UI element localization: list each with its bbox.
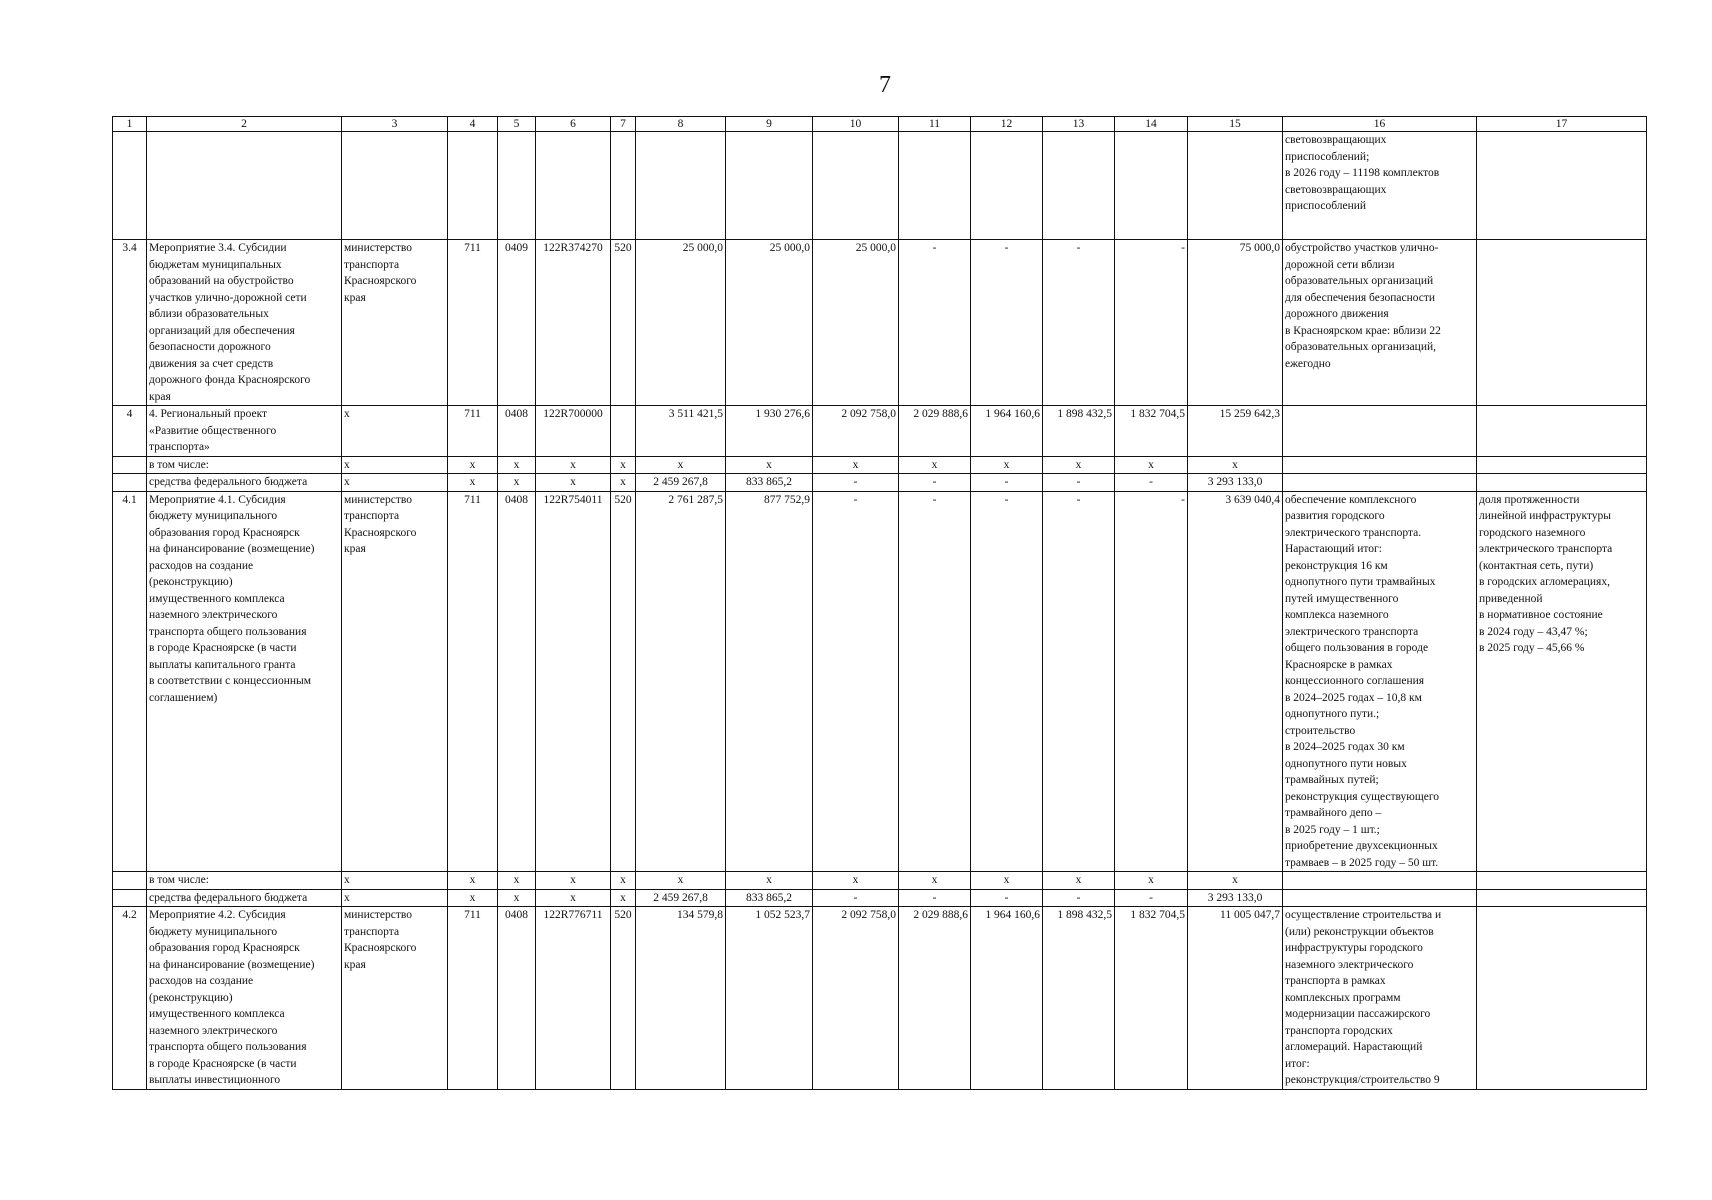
cell: x bbox=[498, 456, 536, 474]
cell-result: световозвращающих приспособлений; в 2026 году – 11198 комплектов световозвращающих приспособлений bbox=[1283, 132, 1477, 240]
cell-result: осуществление строительства и (или) реконструкции объектов инфраструктуры городского наземного электрического транспорта в рамках комплексных программ модернизации пассажирского транспорта городских агломераций. Нарастающий итог: реконструкция/строительство 9 bbox=[1283, 907, 1477, 1090]
cell: x bbox=[611, 889, 636, 907]
col-header: 3 bbox=[342, 117, 448, 132]
cell-grbs: 711 bbox=[448, 491, 498, 872]
cell-amount: 1 964 160,6 bbox=[971, 907, 1043, 1090]
cell bbox=[1283, 406, 1477, 457]
cell-rzpr: 0408 bbox=[498, 907, 536, 1090]
cell: x bbox=[498, 889, 536, 907]
cell-measure-name: средства федерального бюджета bbox=[147, 474, 342, 492]
cell-grbs: 711 bbox=[448, 240, 498, 406]
table-row-4-federal bbox=[113, 474, 1647, 492]
cell-amount: 3 511 421,5 bbox=[636, 406, 726, 457]
cell: x bbox=[726, 872, 813, 890]
col-header: 4 bbox=[448, 117, 498, 132]
cell: x bbox=[1043, 456, 1115, 474]
cell bbox=[536, 132, 611, 240]
cell: x bbox=[971, 456, 1043, 474]
cell-amount: - bbox=[1043, 474, 1115, 492]
col-header: 12 bbox=[971, 117, 1043, 132]
col-header: 11 bbox=[899, 117, 971, 132]
cell-amount: - bbox=[971, 240, 1043, 406]
cell bbox=[1283, 456, 1477, 474]
cell-amount: 1 832 704,5 bbox=[1115, 406, 1188, 457]
cell-amount: 25 000,0 bbox=[636, 240, 726, 406]
cell-executor: x bbox=[342, 406, 448, 457]
cell-measure-name: в том числе: bbox=[147, 872, 342, 890]
cell: x bbox=[611, 474, 636, 492]
cell: x bbox=[611, 456, 636, 474]
cell: x bbox=[813, 456, 899, 474]
cell bbox=[147, 132, 342, 240]
budget-table bbox=[112, 116, 1647, 1090]
cell-amount: - bbox=[1115, 491, 1188, 872]
cell bbox=[1283, 474, 1477, 492]
cell-row-number: 3.4 bbox=[113, 240, 147, 406]
cell-amount: 833 865,2 bbox=[726, 889, 813, 907]
cell-total: 3 639 040,4 bbox=[1188, 491, 1283, 872]
cell-executor: x bbox=[342, 872, 448, 890]
cell: x bbox=[498, 474, 536, 492]
cell bbox=[1477, 872, 1647, 890]
cell-amount: 25 000,0 bbox=[813, 240, 899, 406]
cell-csr: 122R700000 bbox=[536, 406, 611, 457]
cell-executor: министерство транспорта Красноярского края bbox=[342, 491, 448, 872]
cell-amount: 2 029 888,6 bbox=[899, 907, 971, 1090]
cell-grbs: 711 bbox=[448, 907, 498, 1090]
cell-vr bbox=[611, 406, 636, 457]
column-number-row bbox=[113, 117, 1647, 132]
cell-amount: 134 579,8 bbox=[636, 907, 726, 1090]
cell-amount: 833 865,2 bbox=[726, 474, 813, 492]
col-header: 2 bbox=[147, 117, 342, 132]
cell: x bbox=[536, 889, 611, 907]
cell-amount: 2 092 758,0 bbox=[813, 406, 899, 457]
cell-total: 3 293 133,0 bbox=[1188, 889, 1283, 907]
cell-total: 3 293 133,0 bbox=[1188, 474, 1283, 492]
cell-amount: - bbox=[899, 889, 971, 907]
col-header: 17 bbox=[1477, 117, 1647, 132]
cell-rzpr: 0408 bbox=[498, 406, 536, 457]
cell-result: обустройство участков улично- дорожной сети вблизи образовательных организаций для обеспечения безопасности дорожного движения в Красноярском крае: вблизи 22 образовательных организаций, ежегодно bbox=[1283, 240, 1477, 406]
cell-measure-name: Мероприятие 3.4. Субсидии бюджетам муниципальных образований на обустройство участков улично-дорожной сети вблизи образовательных организаций для обеспечения безопасности дорожного движения за счет средств дорожного фонда Красноярского края bbox=[147, 240, 342, 406]
cell-executor: x bbox=[342, 456, 448, 474]
cell: x bbox=[899, 456, 971, 474]
cell-amount: 2 092 758,0 bbox=[813, 907, 899, 1090]
cell bbox=[113, 872, 147, 890]
cell: x bbox=[498, 872, 536, 890]
cell-amount: 2 459 267,8 bbox=[636, 474, 726, 492]
cell bbox=[726, 132, 813, 240]
cell bbox=[611, 132, 636, 240]
cell bbox=[342, 132, 448, 240]
cell-amount: - bbox=[1043, 491, 1115, 872]
cell bbox=[636, 132, 726, 240]
cell-executor: x bbox=[342, 474, 448, 492]
col-header: 16 bbox=[1283, 117, 1477, 132]
cell bbox=[1477, 406, 1647, 457]
cell bbox=[1283, 889, 1477, 907]
cell: x bbox=[448, 474, 498, 492]
cell-total: 15 259 642,3 bbox=[1188, 406, 1283, 457]
cell-row-number: 4.2 bbox=[113, 907, 147, 1090]
cell: x bbox=[971, 872, 1043, 890]
cell: x bbox=[1188, 872, 1283, 890]
col-header: 8 bbox=[636, 117, 726, 132]
cell: x bbox=[899, 872, 971, 890]
cell bbox=[113, 132, 147, 240]
cell-rzpr: 0409 bbox=[498, 240, 536, 406]
cell-amount: - bbox=[971, 889, 1043, 907]
cell-amount: - bbox=[813, 491, 899, 872]
cell-executor: министерство транспорта Красноярского края bbox=[342, 240, 448, 406]
cell: x bbox=[813, 872, 899, 890]
cell bbox=[1477, 907, 1647, 1090]
cell-amount: - bbox=[899, 474, 971, 492]
cell bbox=[813, 132, 899, 240]
table-row-4-1 bbox=[113, 491, 1647, 872]
cell: x bbox=[1115, 872, 1188, 890]
cell-rzpr: 0408 bbox=[498, 491, 536, 872]
cell-amount: - bbox=[1043, 240, 1115, 406]
col-header: 15 bbox=[1188, 117, 1283, 132]
cell-vr: 520 bbox=[611, 491, 636, 872]
cell bbox=[1283, 872, 1477, 890]
table-row-4-1-including bbox=[113, 872, 1647, 890]
cell: x bbox=[1188, 456, 1283, 474]
cell: x bbox=[636, 456, 726, 474]
cell bbox=[113, 456, 147, 474]
col-header: 14 bbox=[1115, 117, 1188, 132]
col-header: 6 bbox=[536, 117, 611, 132]
cell: x bbox=[448, 456, 498, 474]
cell-amount: - bbox=[899, 491, 971, 872]
col-header: 13 bbox=[1043, 117, 1115, 132]
cell-grbs: 711 bbox=[448, 406, 498, 457]
col-header: 9 bbox=[726, 117, 813, 132]
cell-amount: - bbox=[1115, 474, 1188, 492]
cell-amount: 1 898 432,5 bbox=[1043, 406, 1115, 457]
cell: x bbox=[726, 456, 813, 474]
cell-row-number: 4 bbox=[113, 406, 147, 457]
cell-measure-name: средства федерального бюджета bbox=[147, 889, 342, 907]
cell bbox=[899, 132, 971, 240]
cell-amount: - bbox=[1115, 240, 1188, 406]
cell bbox=[113, 474, 147, 492]
cell: x bbox=[611, 872, 636, 890]
col-header: 7 bbox=[611, 117, 636, 132]
cell-amount: 1 832 704,5 bbox=[1115, 907, 1188, 1090]
cell bbox=[971, 132, 1043, 240]
cell-amount: - bbox=[971, 474, 1043, 492]
cell-measure-name: в том числе: bbox=[147, 456, 342, 474]
cell-amount: 1 898 432,5 bbox=[1043, 907, 1115, 1090]
cell-csr: 122R754011 bbox=[536, 491, 611, 872]
cell-csr: 122R374270 bbox=[536, 240, 611, 406]
cell-measure-name: Мероприятие 4.2. Субсидия бюджету муниципального образования город Красноярск на финансирование (возмещение) расходов на создание (реконструкцию) имущественного комплекса наземного электрического транспорта общего пользования в городе Красноярске (в части выплаты инвестиционного bbox=[147, 907, 342, 1090]
cell: x bbox=[536, 872, 611, 890]
cell-measure-name: Мероприятие 4.1. Субсидия бюджету муниципального образования город Красноярск на финансирование (возмещение) расходов на создание (реконструкцию) имущественного комплекса наземного электрического транспорта общего пользования в городе Красноярске (в части выплаты капитального гранта в соответствии с концессионным соглашением) bbox=[147, 491, 342, 872]
cell: x bbox=[448, 872, 498, 890]
cell-amount: 2 029 888,6 bbox=[899, 406, 971, 457]
page-number: 7 bbox=[879, 72, 891, 98]
table-row-3-4 bbox=[113, 240, 1647, 406]
cell-total: 11 005 047,7 bbox=[1188, 907, 1283, 1090]
cell bbox=[1477, 474, 1647, 492]
cell-vr: 520 bbox=[611, 240, 636, 406]
cell-measure-name: 4. Региональный проект «Развитие общественного транспорта» bbox=[147, 406, 342, 457]
table-row-continuation bbox=[113, 132, 1647, 240]
cell bbox=[1477, 889, 1647, 907]
cell bbox=[1477, 132, 1647, 240]
cell-executor: министерство транспорта Красноярского края bbox=[342, 907, 448, 1090]
cell: x bbox=[1043, 872, 1115, 890]
cell: x bbox=[536, 474, 611, 492]
cell-amount: - bbox=[1043, 889, 1115, 907]
table-row-4-1-federal bbox=[113, 889, 1647, 907]
cell-amount: 25 000,0 bbox=[726, 240, 813, 406]
cell bbox=[1115, 132, 1188, 240]
cell bbox=[448, 132, 498, 240]
cell-amount: 877 752,9 bbox=[726, 491, 813, 872]
cell: x bbox=[636, 872, 726, 890]
cell: x bbox=[448, 889, 498, 907]
cell-csr: 122R776711 bbox=[536, 907, 611, 1090]
cell: x bbox=[1115, 456, 1188, 474]
cell bbox=[1043, 132, 1115, 240]
cell-executor: x bbox=[342, 889, 448, 907]
cell bbox=[113, 889, 147, 907]
cell bbox=[1188, 132, 1283, 240]
table-row-4-2 bbox=[113, 907, 1647, 1090]
cell-amount: 1 052 523,7 bbox=[726, 907, 813, 1090]
cell-vr: 520 bbox=[611, 907, 636, 1090]
cell-result: обеспечение комплексного развития городского электрического транспорта. Нарастающий итог: реконструкция 16 км однопутного пути трамвайных путей имущественного комплекса наземного электрического транспорта общего пользования в городе Красноярске в рамках концессионного соглашения в 2024–2025 годах – 10,8 км однопутного пути.; строительство в 2024–2025 годах 30 км однопутного пути новых трамвайных путей; реконструкция существующего трамвайного депо – в 2025 году – 1 шт.; приобретение двухсекционных трамваев – в 2025 году – 50 шт. bbox=[1283, 491, 1477, 872]
table-row-4 bbox=[113, 406, 1647, 457]
cell-amount: 1 964 160,6 bbox=[971, 406, 1043, 457]
cell bbox=[498, 132, 536, 240]
cell-amount: - bbox=[971, 491, 1043, 872]
cell bbox=[1477, 240, 1647, 406]
cell-total: 75 000,0 bbox=[1188, 240, 1283, 406]
cell-amount: - bbox=[1115, 889, 1188, 907]
col-header: 10 bbox=[813, 117, 899, 132]
col-header: 5 bbox=[498, 117, 536, 132]
cell bbox=[1477, 456, 1647, 474]
cell-amount: 1 930 276,6 bbox=[726, 406, 813, 457]
cell-amount: 2 459 267,8 bbox=[636, 889, 726, 907]
cell-amount: 2 761 287,5 bbox=[636, 491, 726, 872]
cell-row-number: 4.1 bbox=[113, 491, 147, 872]
table-row-4-including bbox=[113, 456, 1647, 474]
cell-amount: - bbox=[813, 889, 899, 907]
cell: x bbox=[536, 456, 611, 474]
cell-indicator: доля протяженности линейной инфраструктуры городского наземного электрического транспорта (контактная сеть, пути) в городских агломерациях, приведенной в нормативное состояние в 2024 году – 43,47 %; в 2025 году – 45,66 % bbox=[1477, 491, 1647, 872]
cell-amount: - bbox=[813, 474, 899, 492]
cell-amount: - bbox=[899, 240, 971, 406]
col-header: 1 bbox=[113, 117, 147, 132]
